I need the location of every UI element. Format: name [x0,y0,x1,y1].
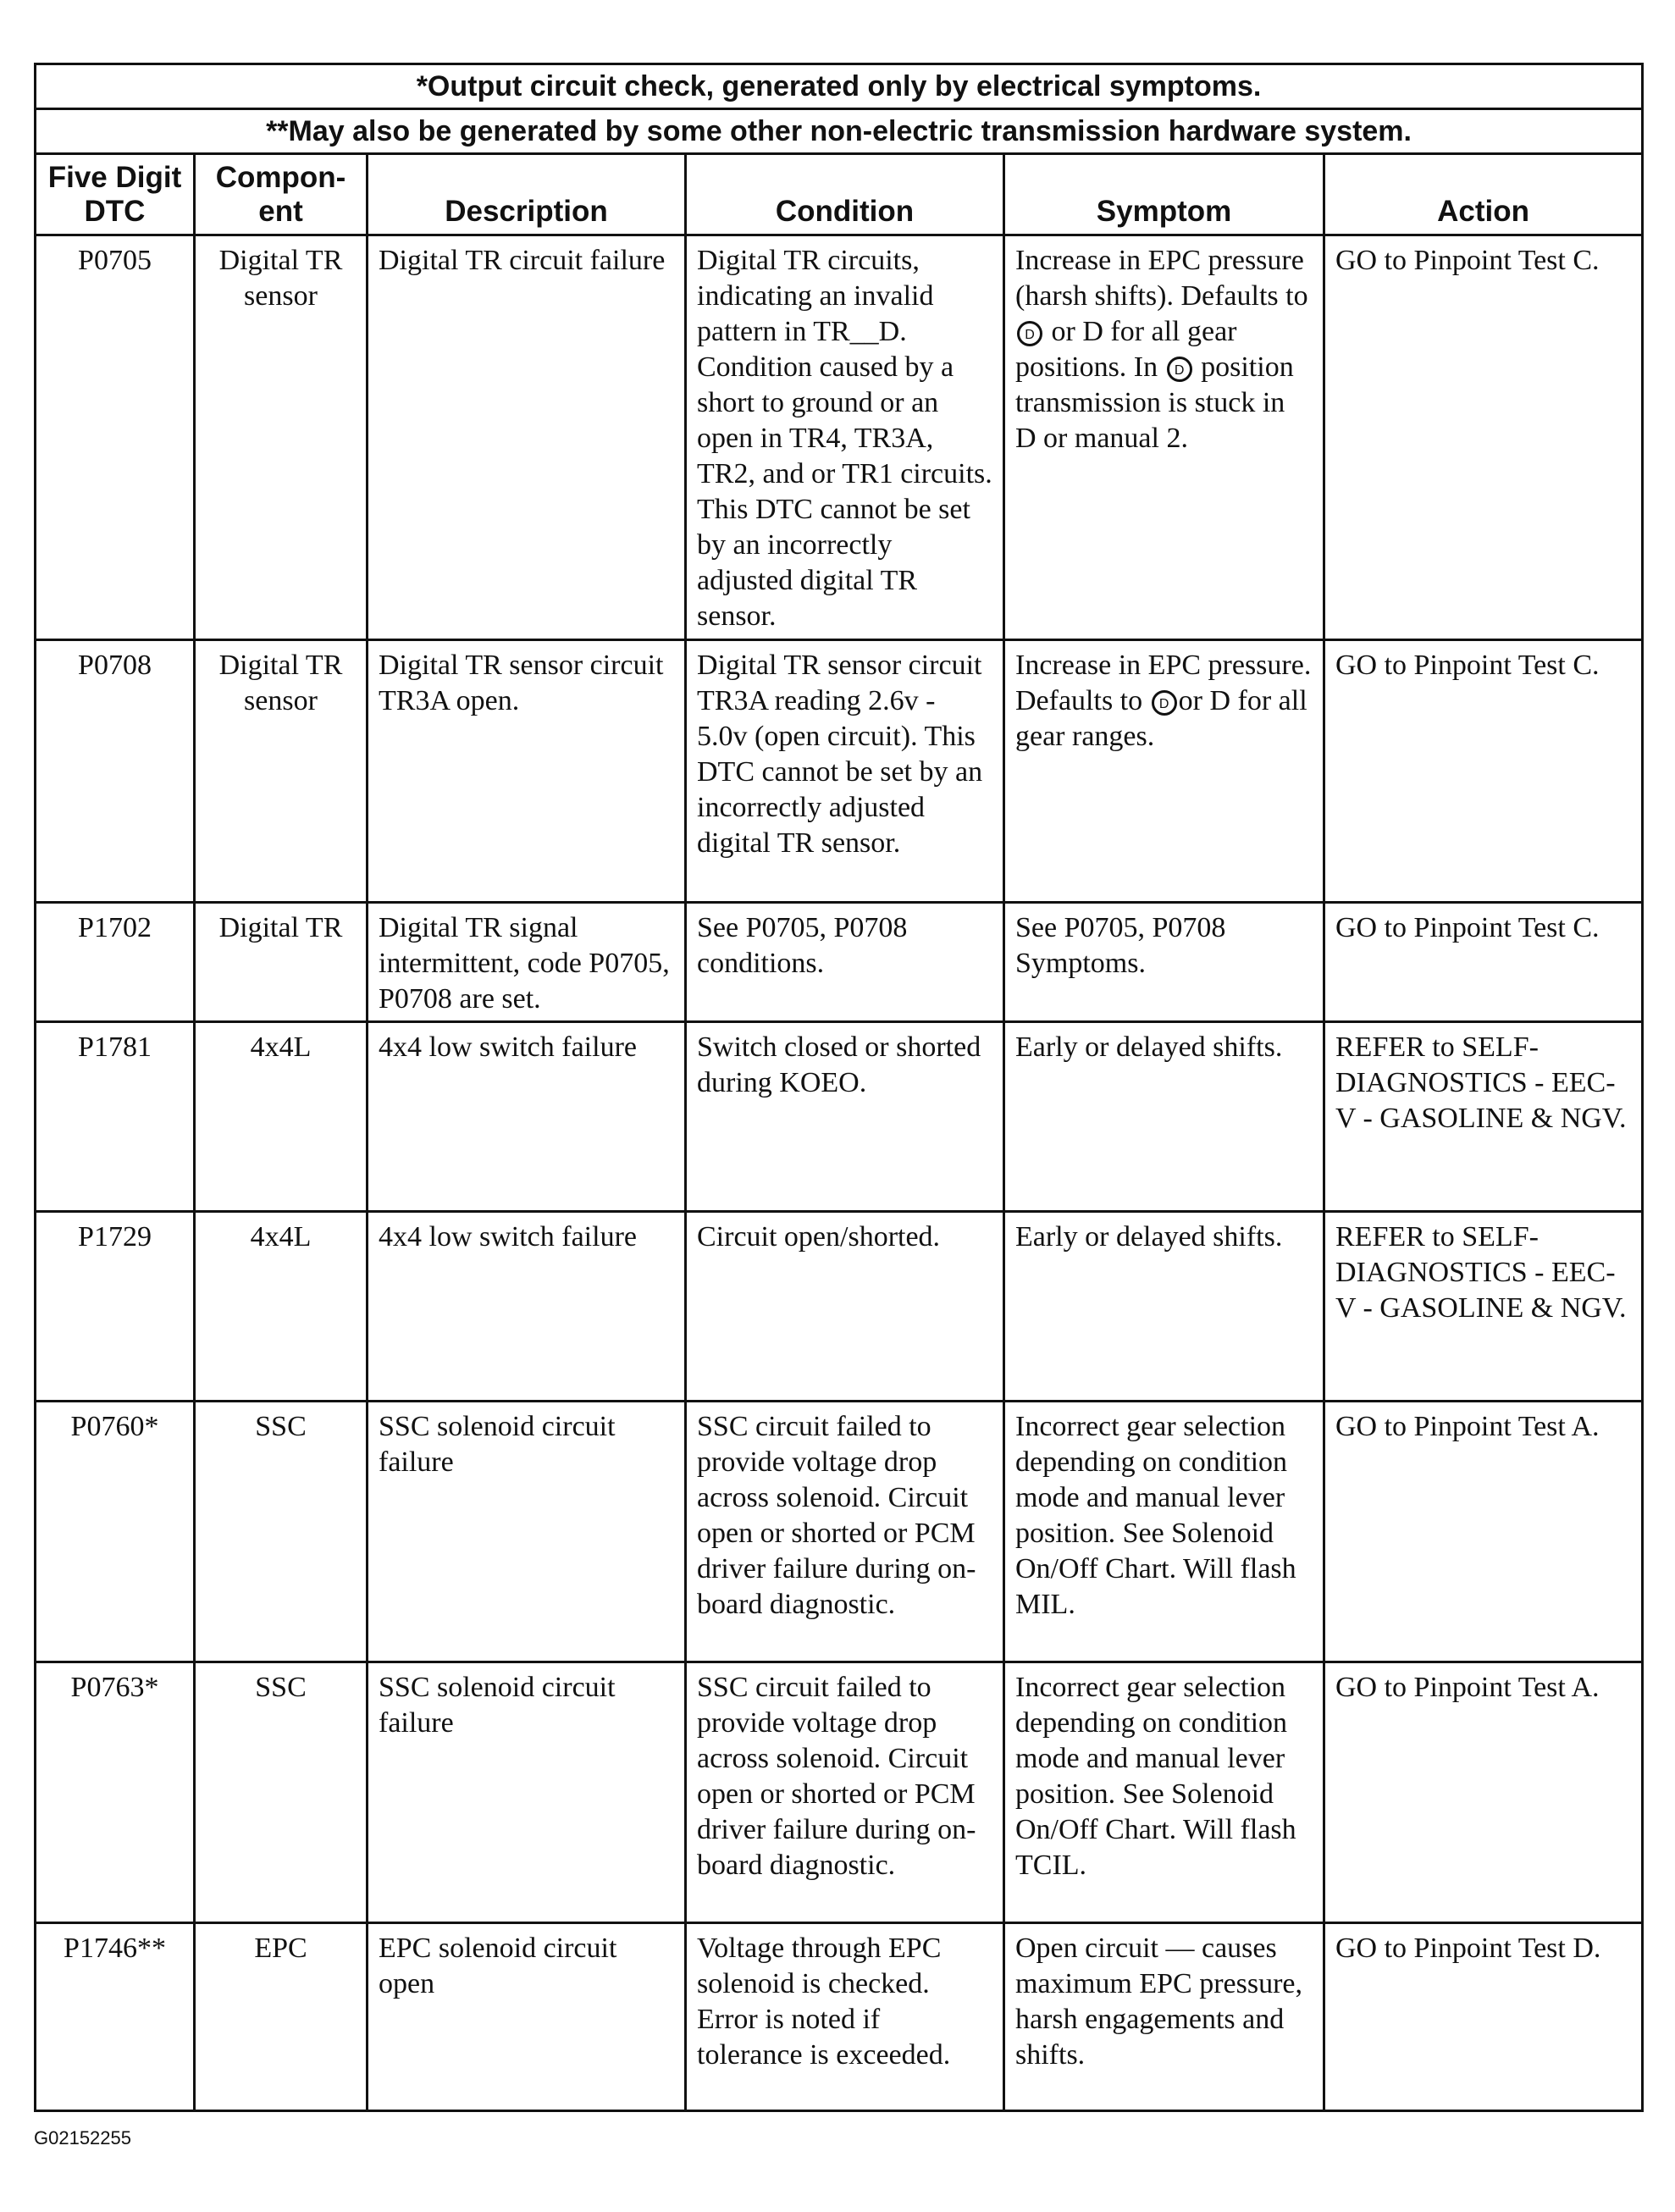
action: GO to Pinpoint Test C. [1324,903,1643,1022]
table-row [36,903,1643,1022]
description: Digital TR circuit failure [368,235,686,640]
dtc-code: P1746** [36,1923,195,2111]
header-row [36,154,1643,235]
component: 4x4L [195,1212,368,1402]
dtc-code: P0760* [36,1402,195,1662]
component: SSC [195,1662,368,1923]
figure-id: G02152255 [34,2127,131,2148]
note-row-1 [36,64,1643,109]
footnote-single-asterisk: *Output circuit check, generated only by electrical symptoms. [36,64,1643,109]
overdrive-d-icon: D [1152,690,1177,716]
table-row [36,235,1643,640]
description: Digital TR signal intermittent, code P0705, P0708 are set. [368,903,686,1022]
col-header-description: Description [368,154,686,235]
description: SSC solenoid circuit failure [368,1662,686,1923]
action: REFER to SELF-DIAGNOSTICS - EEC-V - GASOLINE & NGV. [1324,1212,1643,1402]
table-row [36,1022,1643,1212]
component: 4x4L [195,1022,368,1212]
condition: Digital TR circuits, indicating an invalid pattern in TR__D. Condition caused by a short to ground or an open in TR4, TR3A, TR2, and or TR1 circuits. This DTC cannot be set by an incorrectly adjusted digital TR sensor. [686,235,1004,640]
symptom: Incorrect gear selection depending on condition mode and manual lever position. See Solenoid On/Off Chart. Will flash MIL. [1004,1402,1324,1662]
footnote-double-asterisk: **May also be generated by some other non-electric transmission hardware system. [36,109,1643,154]
table-row [36,640,1643,903]
symptom: Incorrect gear selection depending on condition mode and manual lever position. See Solenoid On/Off Chart. Will flash TCIL. [1004,1662,1324,1923]
symptom: Open circuit — causes maximum EPC pressure, harsh engagements and shifts. [1004,1923,1324,2111]
dtc-code: P1729 [36,1212,195,1402]
note-row-2 [36,109,1643,154]
action: GO to Pinpoint Test C. [1324,235,1643,640]
component: Digital TR sensor [195,235,368,640]
component: Digital TR [195,903,368,1022]
action: GO to Pinpoint Test C. [1324,640,1643,903]
dtc-code: P0705 [36,235,195,640]
dtc-code: P0763* [36,1662,195,1923]
action: GO to Pinpoint Test D. [1324,1923,1643,2111]
action: GO to Pinpoint Test A. [1324,1662,1643,1923]
condition: SSC circuit failed to provide voltage drop across solenoid. Circuit open or shorted or PCM driver failure during on-board diagnostic. [686,1662,1004,1923]
description: 4x4 low switch failure [368,1022,686,1212]
symptom [1004,235,1324,640]
symptom-text-b: or D for all gear ranges. [1015,685,1307,752]
description: 4x4 low switch failure [368,1212,686,1402]
condition: SSC circuit failed to provide voltage drop across solenoid. Circuit open or shorted or PCM driver failure during on-board diagnostic. [686,1402,1004,1662]
overdrive-d-icon: D [1017,321,1042,346]
component: SSC [195,1402,368,1662]
condition: Digital TR sensor circuit TR3A reading 2.6v - 5.0v (open circuit). This DTC cannot be set by an incorrectly adjusted digital TR sensor. [686,640,1004,903]
table-row [36,1923,1643,2111]
table-row [36,1402,1643,1662]
condition: Circuit open/shorted. [686,1212,1004,1402]
description: Digital TR sensor circuit TR3A open. [368,640,686,903]
col-header-component: Compon- ent [195,154,368,235]
dtc-table [34,63,1644,2112]
condition: Voltage through EPC solenoid is checked. Error is noted if tolerance is exceeded. [686,1923,1004,2111]
dtc-code: P0708 [36,640,195,903]
symptom-text-b: or D for all gear positions. In [1015,316,1237,383]
component: EPC [195,1923,368,2111]
overdrive-d-icon: D [1167,357,1192,382]
col-header-action: Action [1324,154,1643,235]
symptom-text-c: position transmission is stuck in D or manual 2. [1015,351,1294,454]
symptom [1004,640,1324,903]
description: EPC solenoid circuit open [368,1923,686,2111]
col-header-symptom: Symptom [1004,154,1324,235]
description: SSC solenoid circuit failure [368,1402,686,1662]
symptom-text-a: Increase in EPC pressure (harsh shifts). Defaults to [1015,245,1308,312]
dtc-code: P1781 [36,1022,195,1212]
symptom-text-a: Increase in EPC pressure. Defaults to [1015,650,1312,716]
symptom: Early or delayed shifts. [1004,1022,1324,1212]
col-header-dtc: Five Digit DTC [36,154,195,235]
condition: See P0705, P0708 conditions. [686,903,1004,1022]
action: GO to Pinpoint Test A. [1324,1402,1643,1662]
action: REFER to SELF-DIAGNOSTICS - EEC-V - GASOLINE & NGV. [1324,1022,1643,1212]
table-row [36,1662,1643,1923]
symptom: Early or delayed shifts. [1004,1212,1324,1402]
component: Digital TR sensor [195,640,368,903]
table-row [36,1212,1643,1402]
symptom: See P0705, P0708 Symptoms. [1004,903,1324,1022]
condition: Switch closed or shorted during KOEO. [686,1022,1004,1212]
dtc-code: P1702 [36,903,195,1022]
dtc-document [34,63,1641,2112]
col-header-condition: Condition [686,154,1004,235]
